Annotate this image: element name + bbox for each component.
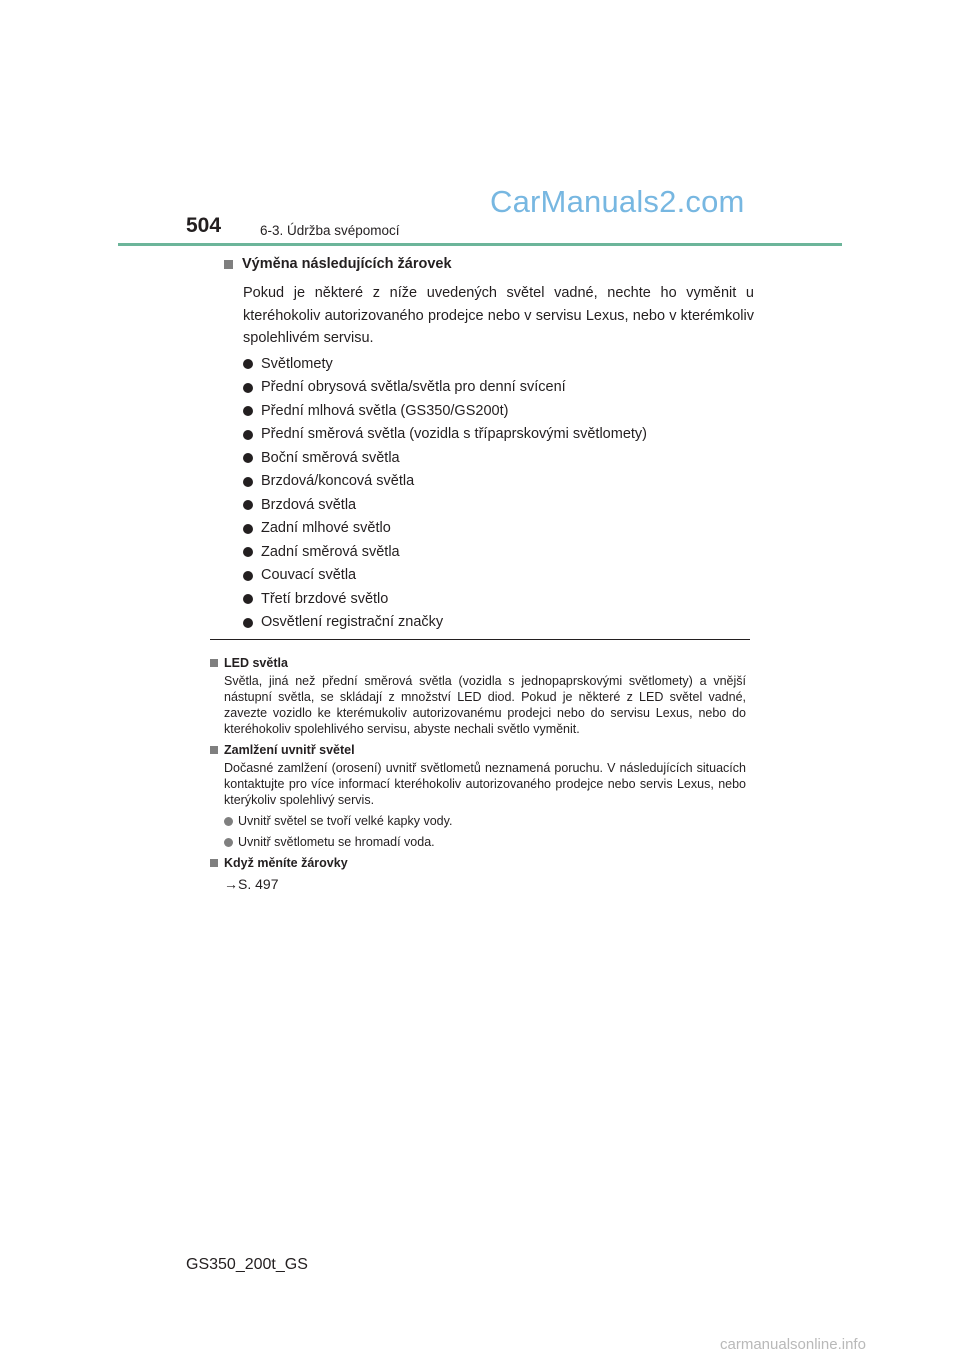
bullet-icon [243,383,253,393]
bullet-icon [224,838,233,847]
main-heading-text: Výměna následujících žárovek [242,256,452,272]
note-text-fog: Dočasné zamlžení (orosení) uvnitř světlometů neznamená poruchu. V následujících situacích kontaktujte pro více informací kteréhokoliv autorizovaného prodejce nebo servis Lexus, nebo kterýkoliv spolehlivý servis. [224,761,746,807]
list-item: Přední mlhová světla (GS350/GS200t) [243,400,754,424]
square-bullet-icon [210,859,218,867]
list-item: Třetí brzdové světlo [243,588,754,612]
list-item: Přední obrysová světla/světla pro denní svícení [243,376,754,400]
footer-model-code: GS350_200t_GS [186,1256,308,1273]
bullet-icon [243,618,253,628]
square-bullet-icon [224,260,233,269]
list-item: Couvací světla [243,564,754,588]
list-item: Brzdová světla [243,494,754,518]
page-reference-link[interactable]: →S. 497 [224,876,279,892]
notes-section [210,650,746,892]
bullet-icon [224,817,233,826]
list-item: Boční směrová světla [243,447,754,471]
bullet-icon [243,500,253,510]
list-item: Brzdová/koncová světla [243,470,754,494]
bullet-icon [243,524,253,534]
main-heading [224,256,754,272]
list-item: Zadní mlhové světlo [243,517,754,541]
note-heading-fog: Zamlžení uvnitř světel [210,743,746,757]
note-heading-replace: Když měníte žárovky [210,856,746,870]
main-section [224,254,754,635]
bulb-list [243,353,754,635]
bullet-icon [243,453,253,463]
square-bullet-icon [210,746,218,754]
note-text-led: Světla, jiná než přední směrová světla (vozidla s jednopaprskovými světlomety) a vnější nástupní světla, se skládají z množství LED diod. Pokud je některé z LED světel vadné, zavezte vozidlo ke kterémukoliv autorizovanému prodejci nebo do servisu Lexus, nebo do kteréhokoliv spolehlivého servisu, abyste nechali světlo vyměnit. [224,674,746,736]
bullet-icon [243,571,253,581]
header-divider [118,243,842,246]
note-list-item: Uvnitř světlometu se hromadí voda. [224,834,746,850]
bullet-icon [243,477,253,487]
bullet-icon [243,359,253,369]
list-item: Zadní směrová světla [243,541,754,565]
list-item: Přední směrová světla (vozidla s třípaprskovými světlomety) [243,423,754,447]
main-paragraph: Pokud je některé z níže uvedených světel vadné, nechte ho vyměnit u kteréhokoliv autorizovaného prodejce nebo v servisu Lexus, nebo v kterémkoliv spolehlivém servisu. [243,285,754,346]
note-heading-led: LED světla [210,656,746,670]
bullet-icon [243,430,253,440]
watermark-logo: CarManuals2.com [490,184,745,219]
section-title: 6-3. Údržba svépomocí [260,223,400,238]
bullet-icon [243,406,253,416]
bullet-icon [243,594,253,604]
square-bullet-icon [210,659,218,667]
footer-site-watermark: carmanualsonline.info [720,1336,866,1353]
list-item: Světlomety [243,353,754,377]
note-list-item: Uvnitř světel se tvoří velké kapky vody. [224,813,746,829]
page-number: 504 [186,214,222,237]
notes-divider [210,639,750,640]
bullet-icon [243,547,253,557]
list-item: Osvětlení registrační značky [243,611,754,635]
